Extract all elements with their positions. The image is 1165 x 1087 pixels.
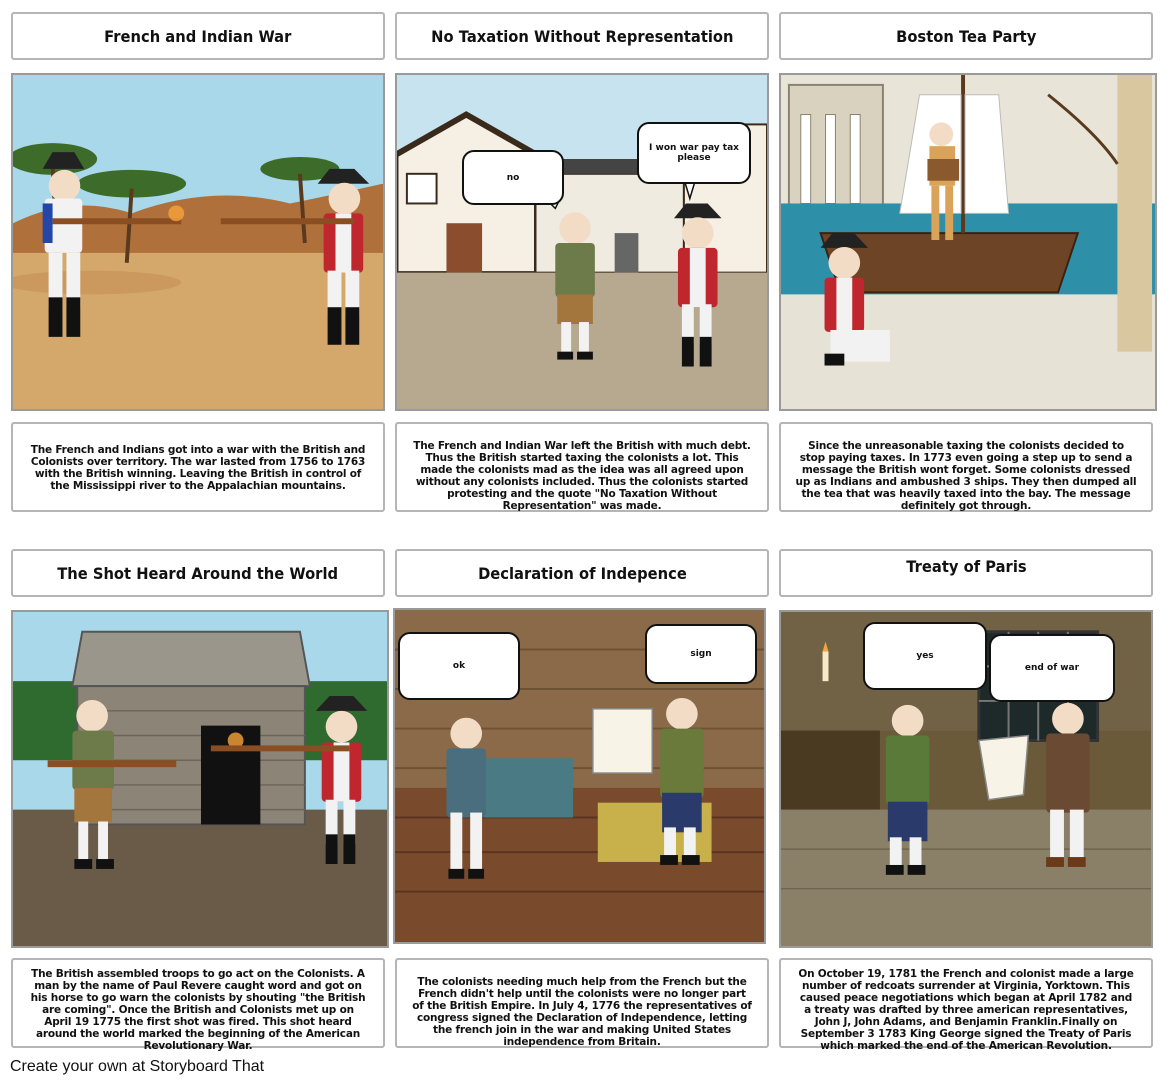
speech-bubble-yes [863, 622, 987, 690]
panel-3-caption [779, 422, 1153, 512]
panel-1-caption [11, 422, 385, 512]
panel-1-title [11, 12, 385, 60]
panel-5-caption-text: The colonists needing much help from the French but the French didn't help until the colonists were no longer part of the British Empire. In July 4, 1776 the representatives of congress signed the Declaration of Independence, letting the french join in the war and making United States independence from Britain. [412, 976, 752, 1048]
panel-3-caption-text: Since the unreasonable taxing the colonists decided to stop paying taxes. In 1773 even going a step up to send a message the British wont forget. Some colonists dressed up as Indians and ambushed 3 ships. They then dumped all the tea that was heavily taxed into the bay. The message definitely got through. [795, 440, 1137, 512]
speech-bubble-yes-text: yes [916, 651, 934, 661]
panel-1-caption-text: The French and Indians got into a war with the British and Colonists over territory. The war lasted from 1756 to 1763 with the British winning. Leaving the British in control of the Mississippi river to the Appalachian mountains. [30, 444, 366, 492]
speech-bubble-no-text: no [506, 172, 520, 183]
panel-4-caption [11, 958, 385, 1052]
panel-6-title-text: Treaty of Paris [905, 557, 1027, 576]
panel-5-title-text: Declaration of Indepence [477, 563, 687, 583]
panel-3-title [779, 12, 1153, 60]
speech-bubble-tax [637, 122, 751, 184]
storyboard-that-credit[interactable]: Create your own at Storyboard That [10, 1058, 265, 1075]
speech-bubble-sign-text: sign [690, 649, 712, 659]
panel-6-caption-text: On October 19, 1781 the French and colonist made a large number of redcoats surrender at Virginia, Yorktown. This caused peace negotiations which began at April 1782 and a treaty was drafted by three american representatives, John J, John Adams, and Benjamin Franklin.Finally on September 3 1783 King George signed the Treaty of Paris which marked the end of the American Revolution. [798, 968, 1134, 1052]
speech-bubble-end-of-war-text: end of war [1024, 663, 1080, 673]
panel-2-caption-text: The French and Indian War left the British with much debt. Thus the British started taxing the colonists a lot. This made the colonists mad as the idea was all agreed upon without any colonists included. Thus the colonists started protesting and the quote "No Taxation Without Representation" was made. [413, 440, 751, 512]
speech-bubble-ok [398, 632, 520, 700]
panel-1-title-text: French and Indian War [104, 26, 292, 46]
panel-1-scene [11, 73, 385, 411]
cabin-illustration [13, 612, 387, 946]
panel-5-title [395, 549, 769, 597]
speech-bubble-ok-text: ok [452, 661, 466, 671]
panel-5-caption [395, 958, 769, 1048]
speech-bubble-end-of-war [989, 634, 1115, 702]
panel-2-scene [395, 73, 769, 411]
panel-3-scene [779, 73, 1157, 411]
panel-3-title-text: Boston Tea Party [895, 26, 1037, 46]
panel-6-scene [779, 610, 1153, 948]
panel-6-caption [779, 958, 1153, 1052]
panel-4-caption-text: The British assembled troops to go act on the Colonists. A man by the name of Paul Revere caught word and got on his horse to go warn the colonists by shouting "the British are coming". Once the British and Colonists met up on April 19 1775 the first shot was fired. This shot heard around the world marked the beginning of the American Revolutionary War. [30, 968, 366, 1052]
panel-2-title [395, 12, 769, 60]
battlefield-illustration [13, 75, 383, 409]
speech-bubble-sign [645, 624, 757, 684]
panel-4-scene [11, 610, 389, 948]
speech-bubble-no [462, 150, 564, 205]
panel-4-title [11, 549, 385, 597]
panel-4-title-text: The Shot Heard Around the World [57, 563, 339, 583]
harbor-illustration [781, 75, 1155, 409]
panel-2-caption [395, 422, 769, 512]
panel-2-title-text: No Taxation Without Representation [430, 26, 734, 46]
panel-6-title [779, 549, 1153, 597]
speech-bubble-tax-text: I won war pay tax please [649, 143, 739, 163]
panel-5-scene [393, 608, 766, 944]
